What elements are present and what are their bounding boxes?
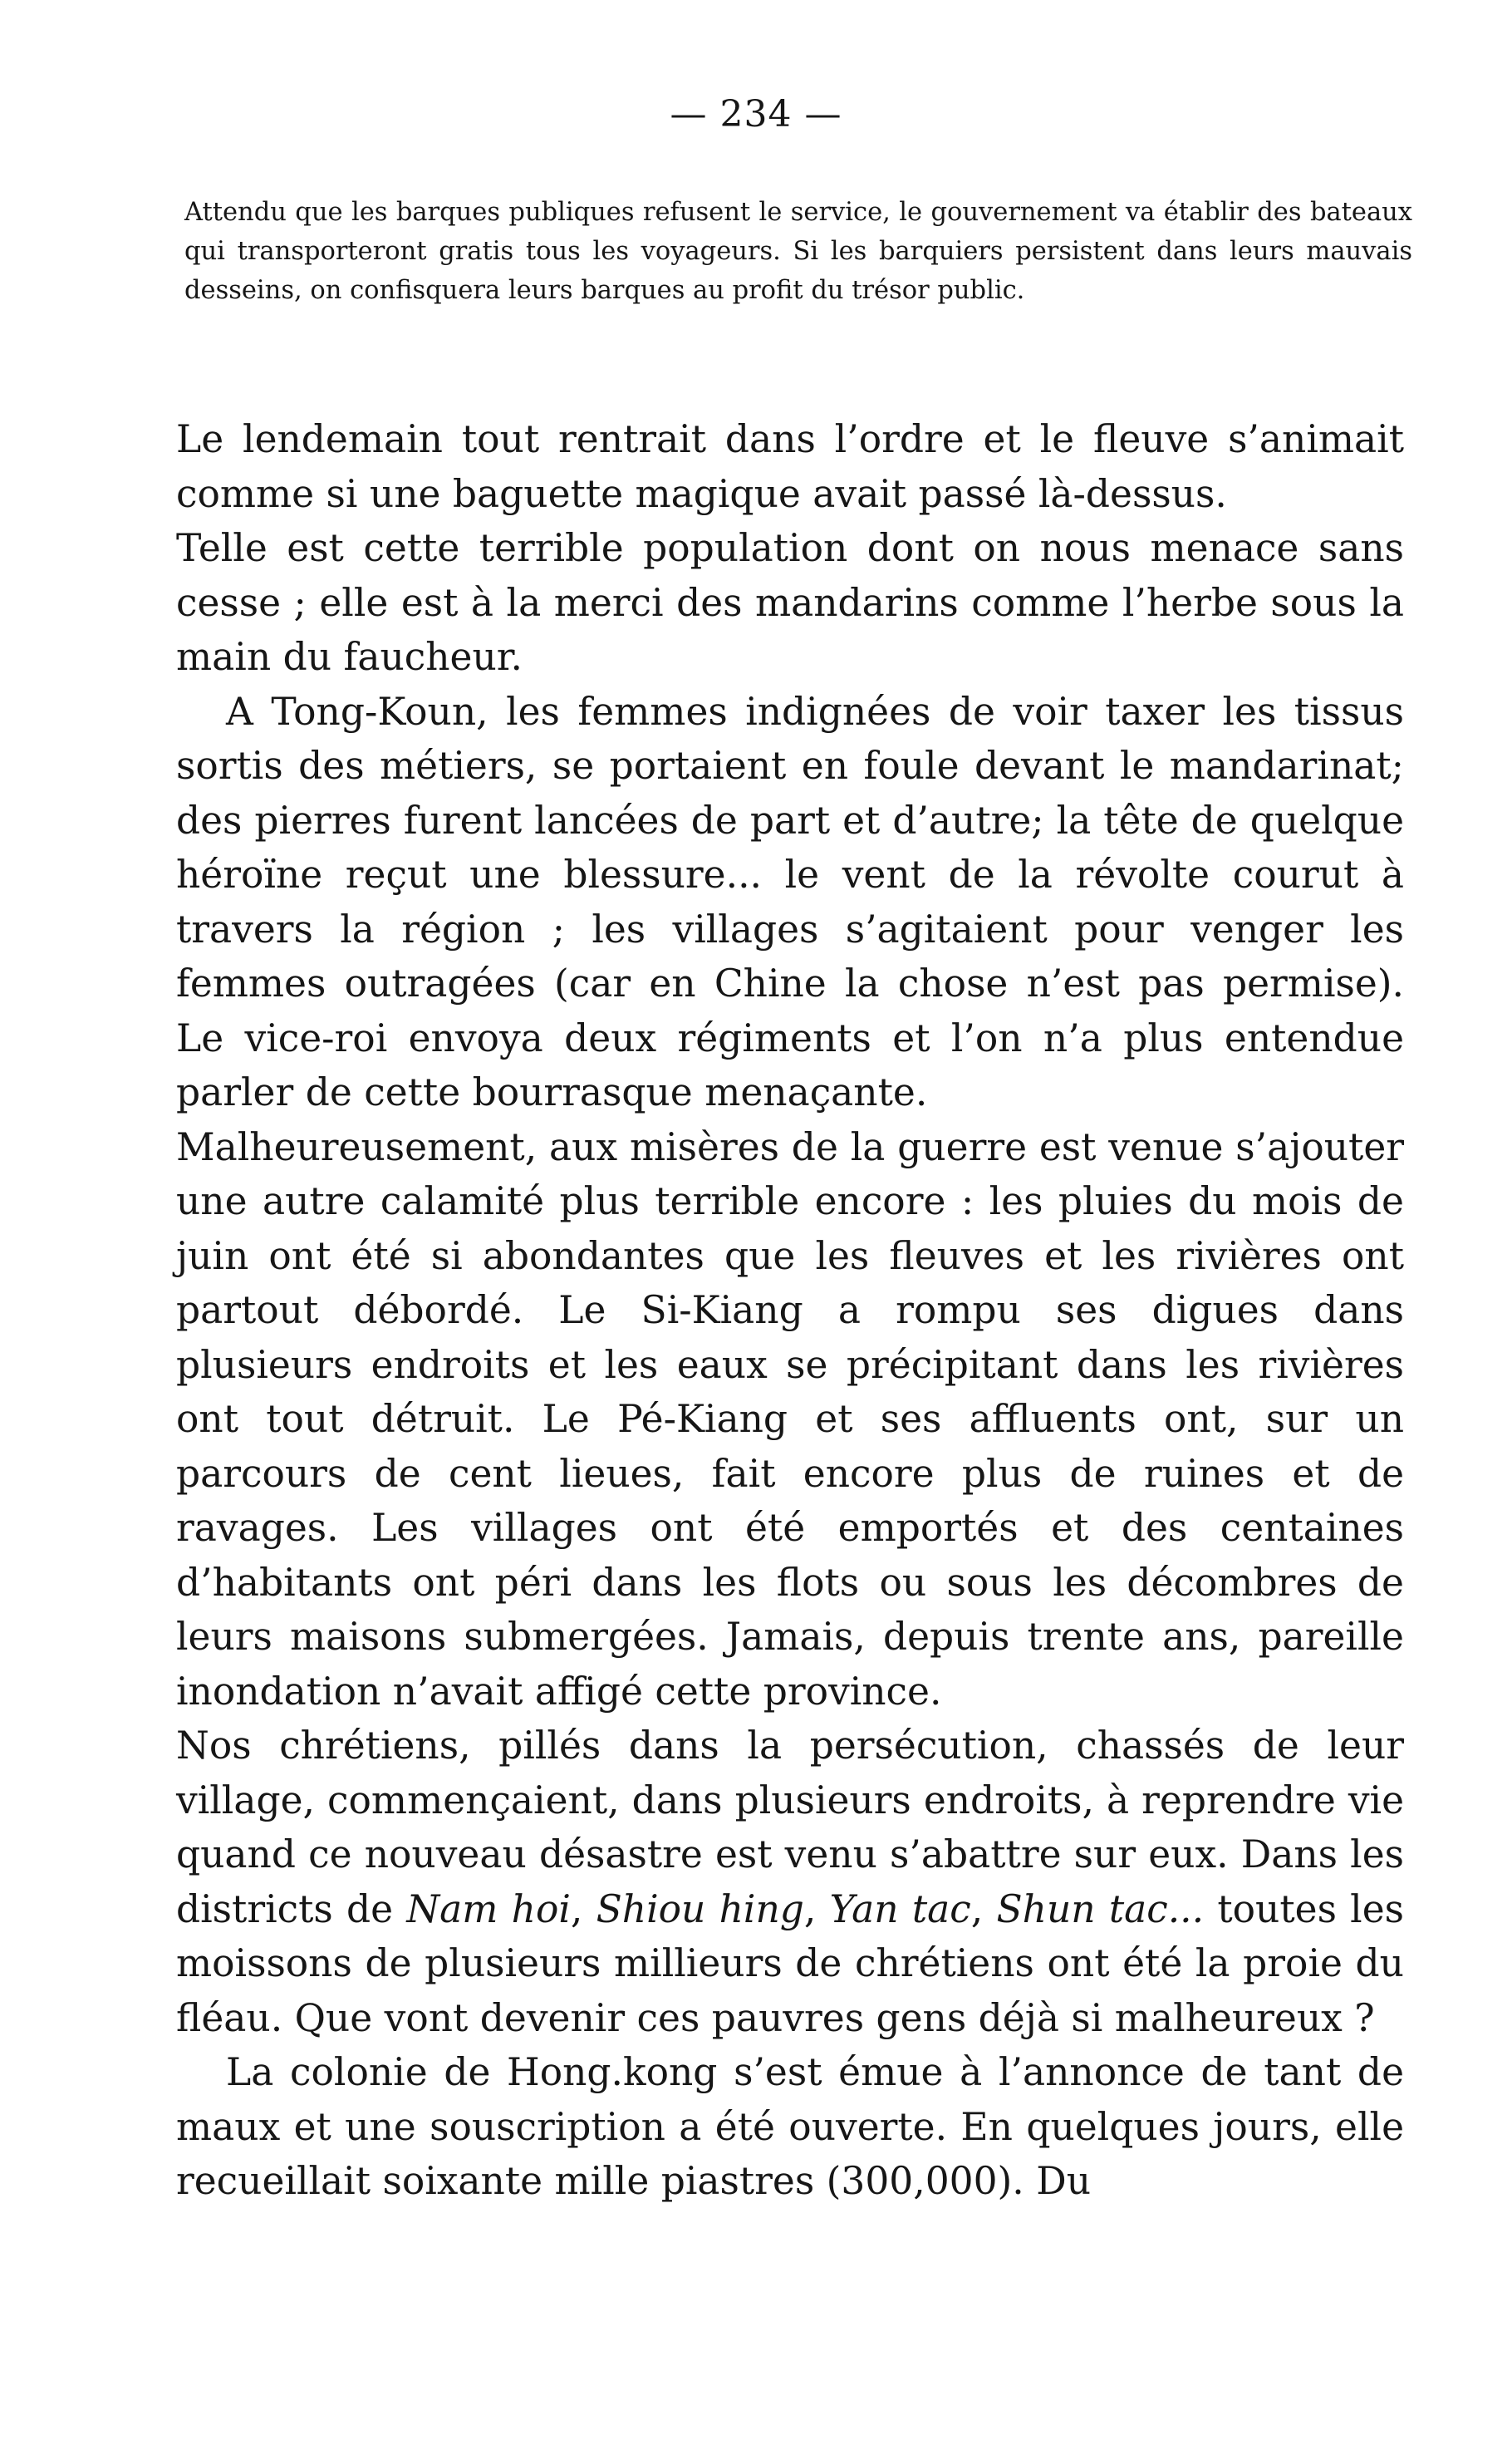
district-3: Yan tac bbox=[829, 1886, 971, 1931]
paragraph-3: A Tong-Koun, les femmes indignées de voir taxer les tissus sortis des métiers, se portaient en foule devant le mandarinat; des pierres furent lancées de part et d’autre; la tête de quelque héroïne reçut une blessure... le vent de la révolte courut à travers la région ; les villages s’agitaient pour venger les femmes outragées (car en Chine la chose n’est pas permise). Le vice-roi envoya deux régiments et l’on n’a plus entendue parler de cette bourrasque menaçante. bbox=[176, 689, 1404, 1114]
district-1: Nam hoi bbox=[406, 1886, 571, 1931]
paragraph-5: Nos chrétiens, pillés dans la persécution, chassés de leur village, commençaient, dans plusieurs endroits, à reprendre vie quand ce nouveau désastre est venu s’abattre sur eux. Dans les districts de Nam hoi, Shiou hing, Yan tac, Shun tac... toutes les moissons de plusieurs millieurs de chrétiens ont été la proie du fléau. Que vont devenir ces pauvres gens déjà si malheureux ? bbox=[176, 1724, 1405, 2040]
body-text bbox=[176, 412, 1404, 2209]
paragraph-5-outro: toutes les moissons de plusieurs millieurs de chrétiens ont été la proie du fléau. Que vont devenir ces pauvres gens déjà si malheureux ? bbox=[176, 1886, 1405, 2040]
page-number: — 234 — bbox=[670, 93, 842, 135]
district-4: Shun tac... bbox=[996, 1886, 1205, 1931]
district-2: Shiou hing bbox=[596, 1886, 804, 1931]
paragraph-1: Le lendemain tout rentrait dans l’ordre et le fleuve s’animait comme si une baguette magique avait passé là-dessus. bbox=[176, 417, 1404, 516]
paragraph-5-intro: Nos chrétiens, pillés dans la persécution, chassés de leur village, commençaient, dans plusieurs endroits, à reprendre vie quand ce nouveau désastre est venu s’abattre sur eux. Dans les districts de bbox=[176, 1724, 1404, 1931]
paragraph-4: Malheureusement, aux misères de la guerre est venue s’ajouter une autre calamité plus terrible encore : les pluies du mois de juin ont été si abondantes que les fleuves et les rivières ont partout débordé. Le Si-Kiang a rompu ses digues dans plusieurs endroits et les eaux se précipitant dans les rivières ont tout détruit. Le Pé-Kiang et ses affluents ont, sur un parcours de cent lieues, fait encore plus de ruines et de ravages. Les villages ont été emportés et des centaines d’habitants ont péri dans les flots ou sous les décombres de leurs maisons submergées. Jamais, depuis trente ans, pareille inondation n’avait affigé cette province. bbox=[176, 1124, 1404, 1714]
footnote: Attendu que les barques publiques refusent le service, le gouvernement va établir des bateaux qui transporteront gratis tous les voyageurs. Si les barquiers persistent dans leurs mauvais desseins, on confisquera leurs barques au profit du trésor public. bbox=[184, 198, 1412, 305]
paragraph-6: La colonie de Hong.kong s’est émue à l’annonce de tant de maux et une souscription a été ouverte. En quelques jours, elle recueillait soixante mille piastres (300,000). Du bbox=[176, 2050, 1404, 2203]
paragraph-2: Telle est cette terrible population dont on nous menace sans cesse ; elle est à la merci des mandarins comme l’herbe sous la main du faucheur. bbox=[176, 526, 1404, 679]
